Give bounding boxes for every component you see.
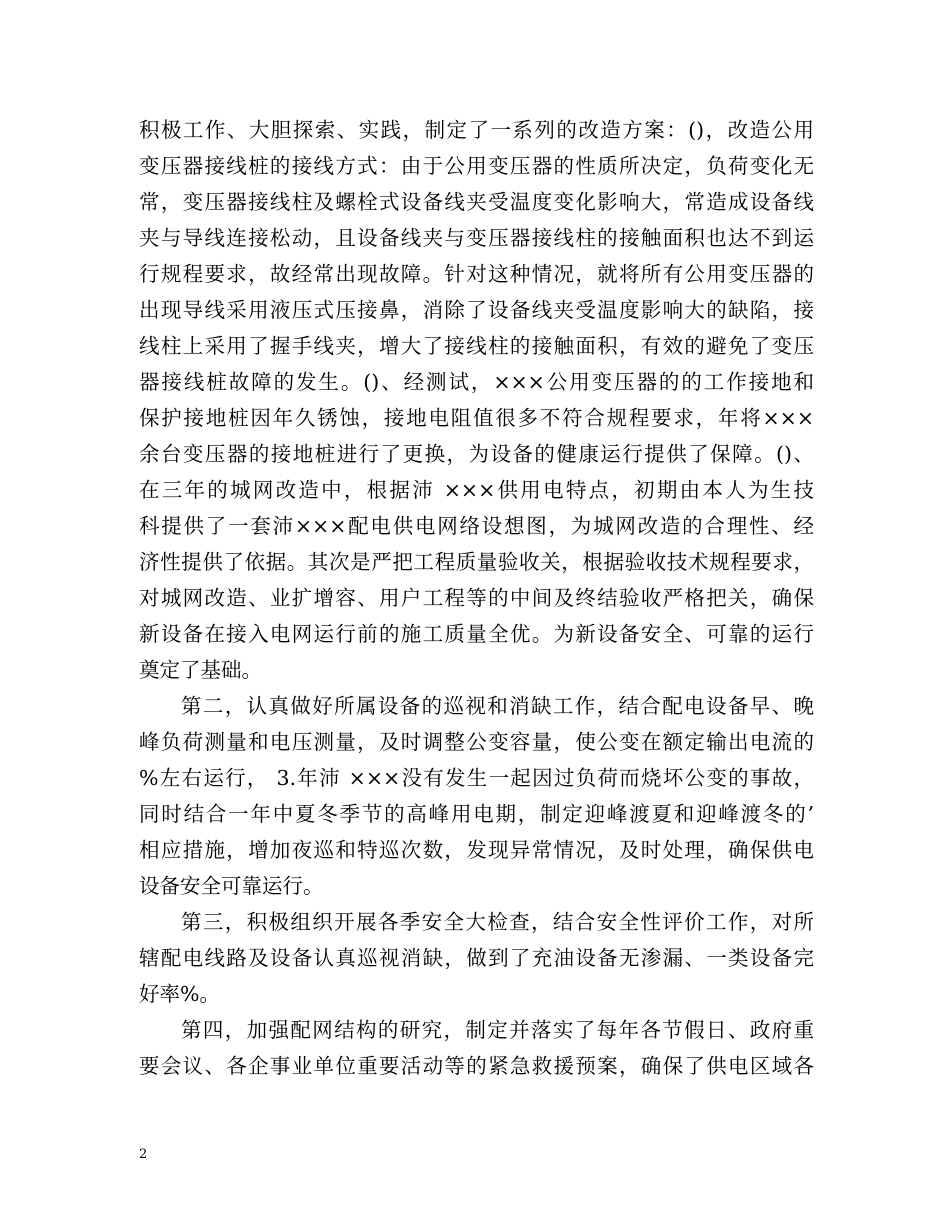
paragraph-start-line: 第三，积极组织开展各季安全大检查，结合安全性评价工作，对所 xyxy=(181,910,814,934)
text-line: 新设备在接入电网运行前的施工质量全优。为新设备安全、可靠的运行 xyxy=(139,622,814,646)
text-line: 夹与导线连接松动，且设备线夹与变压器接线柱的接触面积也达不到运 xyxy=(139,226,814,250)
text-line: 辖配电线路及设备认真巡视消缺，做到了充油设备无渗漏、一类设备完 xyxy=(139,946,814,970)
text-line: 保护接地桩因年久锈蚀，接地电阻值很多不符合规程要求，年将××× xyxy=(139,406,814,430)
text-line: 常，变压器接线柱及螺栓式设备线夹受温度变化影响大，常造成设备线 xyxy=(139,190,814,214)
text-line: 同时结合一年中夏冬季节的高峰用电期，制定迎峰渡夏和迎峰渡冬的’ xyxy=(139,802,814,826)
text-line: 在三年的城网改造中，根据沛 ×××供用电特点，初期由本人为生技 xyxy=(139,478,814,502)
text-line: 好率%。 xyxy=(139,982,220,1006)
text-line: 奠定了基础。 xyxy=(139,658,262,682)
text-line: 线柱上采用了握手线夹，增大了接线柱的接触面积，有效的避免了变压 xyxy=(139,334,814,358)
text-line: 出现导线采用液压式压接鼻，消除了设备线夹受温度影响大的缺陷，接 xyxy=(139,298,814,322)
text-line: 济性提供了依据。其次是严把工程质量验收关，根据验收技术规程要求， xyxy=(139,550,814,574)
page-number: 2 xyxy=(139,1147,148,1162)
text-line: 行规程要求，故经常出现故障。针对这种情况，就将所有公用变压器的 xyxy=(139,262,814,286)
text-line: 对城网改造、业扩增容、用户工程等的中间及终结验收严格把关，确保 xyxy=(139,586,814,610)
text-line: 器接线桩故障的发生。()、经测试，×××公用变压器的的工作接地和 xyxy=(139,370,814,394)
text-line: 相应措施，增加夜巡和特巡次数，发现异常情况，及时处理，确保供电 xyxy=(139,838,814,862)
text-line: %左右运行， 3.年沛 ×××没有发生一起因过负荷而烧坏公变的事故， xyxy=(139,766,814,790)
text-line: 要会议、各企事业单位重要活动等的紧急救援预案，确保了供电区域各 xyxy=(139,1054,814,1078)
paragraph-start-line: 第四，加强配网结构的研究，制定并落实了每年各节假日、政府重 xyxy=(181,1018,814,1042)
text-line: 设备安全可靠运行。 xyxy=(139,874,324,898)
body-text xyxy=(139,112,814,1084)
text-line: 积极工作、大胆探索、实践，制定了一系列的改造方案：()，改造公用 xyxy=(139,118,814,142)
text-line: 峰负荷测量和电压测量，及时调整公变容量，使公变在额定输出电流的 xyxy=(139,730,814,754)
text-line: 余台变压器的接地桩进行了更换，为设备的健康运行提供了保障。()、 xyxy=(139,442,814,466)
text-line: 变压器接线桩的接线方式：由于公用变压器的性质所决定，负荷变化无 xyxy=(139,154,814,178)
text-line: 科提供了一套沛×××配电供电网络设想图，为城网改造的合理性、经 xyxy=(139,514,814,538)
paragraph-start-line: 第二，认真做好所属设备的巡视和消缺工作，结合配电设备早、晚 xyxy=(181,694,814,718)
